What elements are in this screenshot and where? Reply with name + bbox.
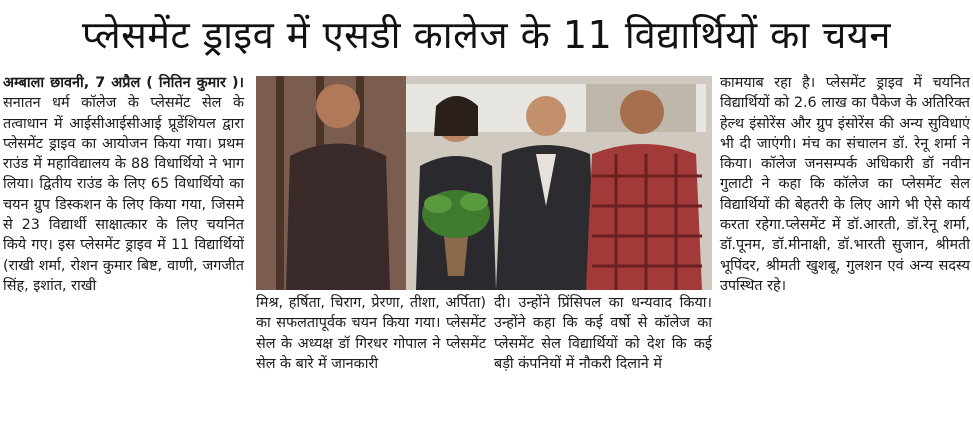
column-1-text: सनातन धर्म कॉलेज के प्लेसमेंट सेल के तत्वाधान में आईसीआईसीआई प्रूडेंशियल द्वारा प्लेसमेंट ड्राइव का आयोजन किया गया। प्रथम राउंड में महाविद्यालय के 88 विधार्थियो ने भाग लिया। द्वितीय राउंड के लिए 65 विधार्थियो का चयन ग्रुप डिस्कशन के लिए किया गया, जिसमे से 23 विद्यार्थी साक्षात्कार के लिए चयनित किये गए। इस प्लेसमेंट ड्राइव में 11 विद्यार्थियों (राखी शर्मा, रोशन कुमार बिष्ट, वाणी, जगजीत सिंह, इशांत, राखी — [3, 95, 244, 294]
photo-illustration — [256, 76, 712, 290]
dateline: अम्बाला छावनी, 7 अप्रैल ( नितिन कुमार )। — [3, 75, 244, 91]
column-4 — [720, 73, 970, 296]
column-2 — [256, 293, 486, 374]
column-1 — [3, 73, 244, 421]
column-4-text: कामयाब रहा है। प्लेसमेंट ड्राइव में चयनित विद्यार्थियों को 2.6 लाख का पैकेज के अतिरिक्त हेल्थ इंसोरेंस और ग्रुप इंसोरेंस की अन्य सुविधाएं भी दी जाएंगी। मंच का संचालन डॉ. रेनू शर्मा ने किया। कॉलेज जनसम्पर्क अधिकारी डॉ नवीन गुलाटी ने कहा कि कॉलेज का प्लेसमेंट सेल विद्यार्थियों की बेहतरी के लिए आगे भी ऐसे कार्य करता रहेगा.प्लेसमेंट में डॉ.आरती, डॉ.रेनू शर्मा, डॉ.पूनम, डॉ.मीनाक्षी, डॉ.भारती सुजान, श्रीमती भूपिंदर, श्रीमती खुशबू, गुलशन एवं अन्य सदस्य उपस्थित रहे। — [720, 75, 970, 294]
column-3 — [494, 293, 712, 374]
column-3-text: दी। उन्होंने प्रिंसिपल का धन्यवाद किया। उन्होंने कहा कि कई वर्षो से कॉलेज का प्लेसमेंट सेल विद्यार्थियों को देश कि कई बड़ी कंपनियों में नौकरी दिलाने में — [494, 295, 712, 372]
column-2-text: मिश्र, हर्षिता, चिराग, प्रेरणा, तीशा, अर्पिता) का सफलतापूर्वक चयन किया गया। प्लेसमेंट सेल के अध्यक्ष डॉ गिरधर गोपाल ने प्लेसमेंट सेल के बारे में जानकारी — [256, 295, 486, 372]
news-photo — [256, 76, 712, 290]
headline: प्लेसमेंट ड्राइव में एसडी कालेज के 11 विद्यार्थियों का चयन — [81, 13, 892, 57]
